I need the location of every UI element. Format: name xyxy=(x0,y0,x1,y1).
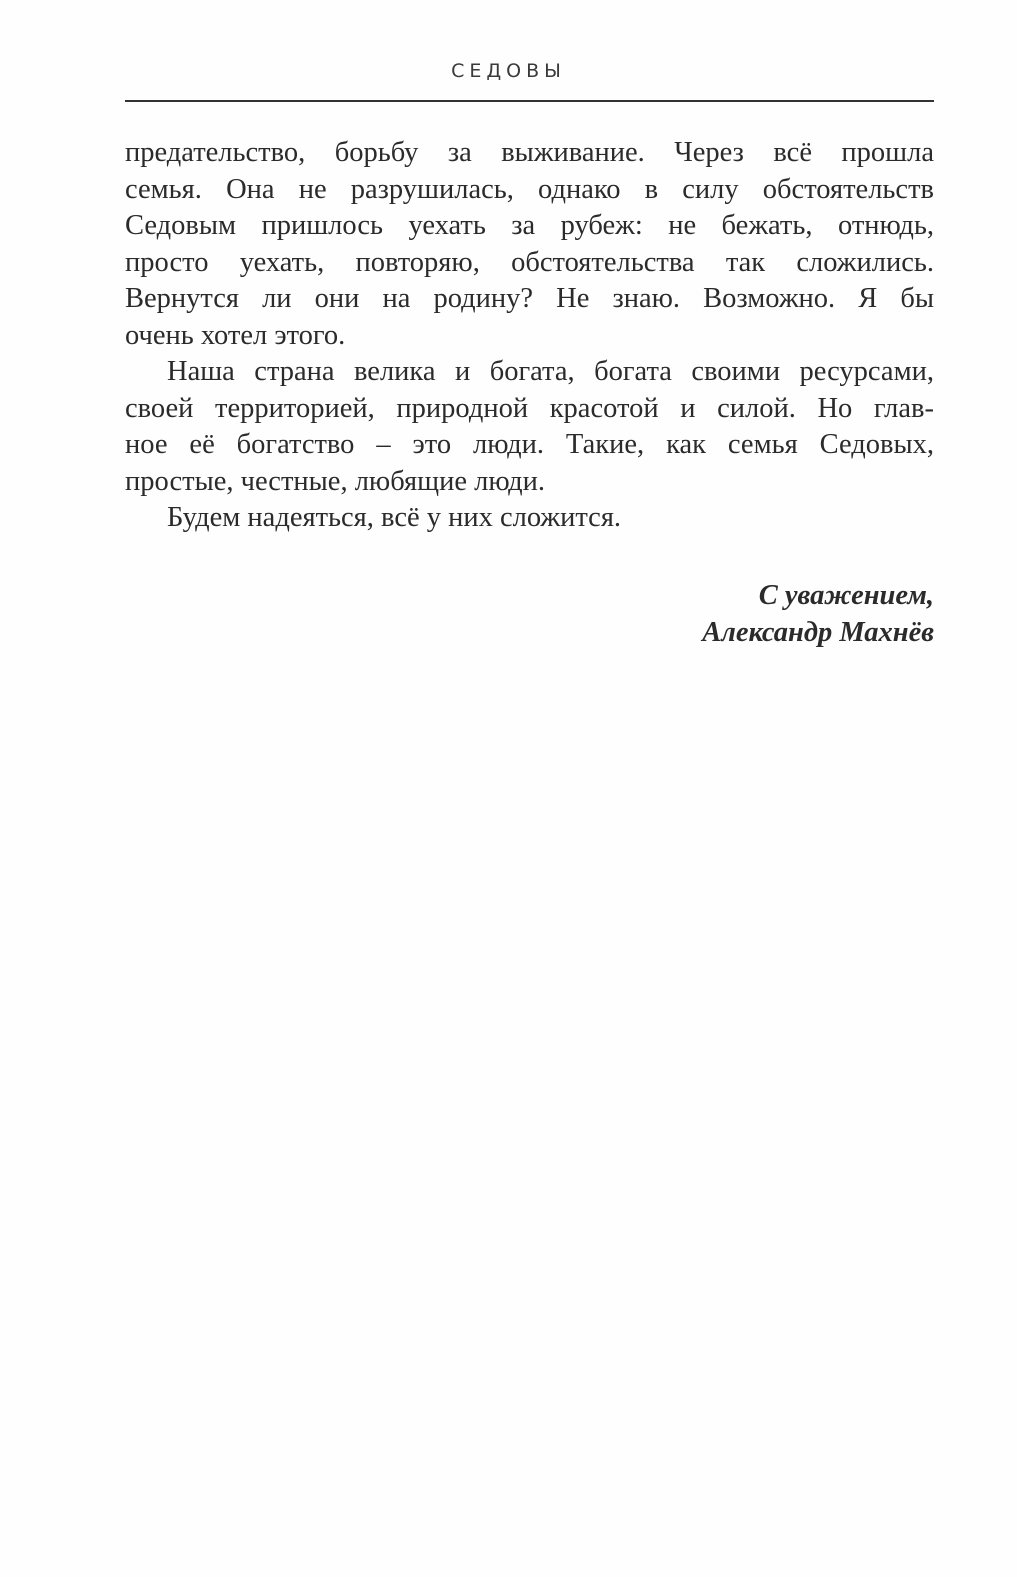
signature-closing: С уважением, xyxy=(758,580,934,611)
paragraph-1 xyxy=(125,135,934,354)
text-line: Седовым пришлось уехать за рубеж: не бежать, отнюдь, xyxy=(125,210,934,241)
text-line: Наша страна велика и богата, богата своими ресурсами, xyxy=(167,356,934,387)
text-line: ное её богатство – это люди. Такие, как семья Седовых, xyxy=(125,429,934,460)
signature-block xyxy=(125,578,934,651)
paragraph-3 xyxy=(125,500,934,537)
text-line: семья. Она не разрушилась, однако в силу обстоятельств xyxy=(125,173,934,205)
body-text xyxy=(125,135,934,537)
text-line: предательство, борьбу за выживание. Через всё прошла xyxy=(125,137,934,168)
text-line: очень хотел этого. xyxy=(125,319,346,351)
signature-author: Александр Махнёв xyxy=(702,616,934,648)
text-line: простые, честные, любящие люди. xyxy=(125,465,546,497)
running-head-title: СЕДОВЫ xyxy=(451,60,566,82)
text-line: Будем надеяться, всё у них сложится. xyxy=(167,502,622,533)
text-line: Вернутся ли они на родину? Не знаю. Возможно. Я бы xyxy=(125,283,934,314)
header-rule xyxy=(125,100,934,102)
text-line: своей территорией, природной красотой и силой. Но глав- xyxy=(125,392,934,424)
text-line: просто уехать, повторяю, обстоятельства так сложились. xyxy=(125,246,934,278)
paragraph-2 xyxy=(125,354,934,500)
